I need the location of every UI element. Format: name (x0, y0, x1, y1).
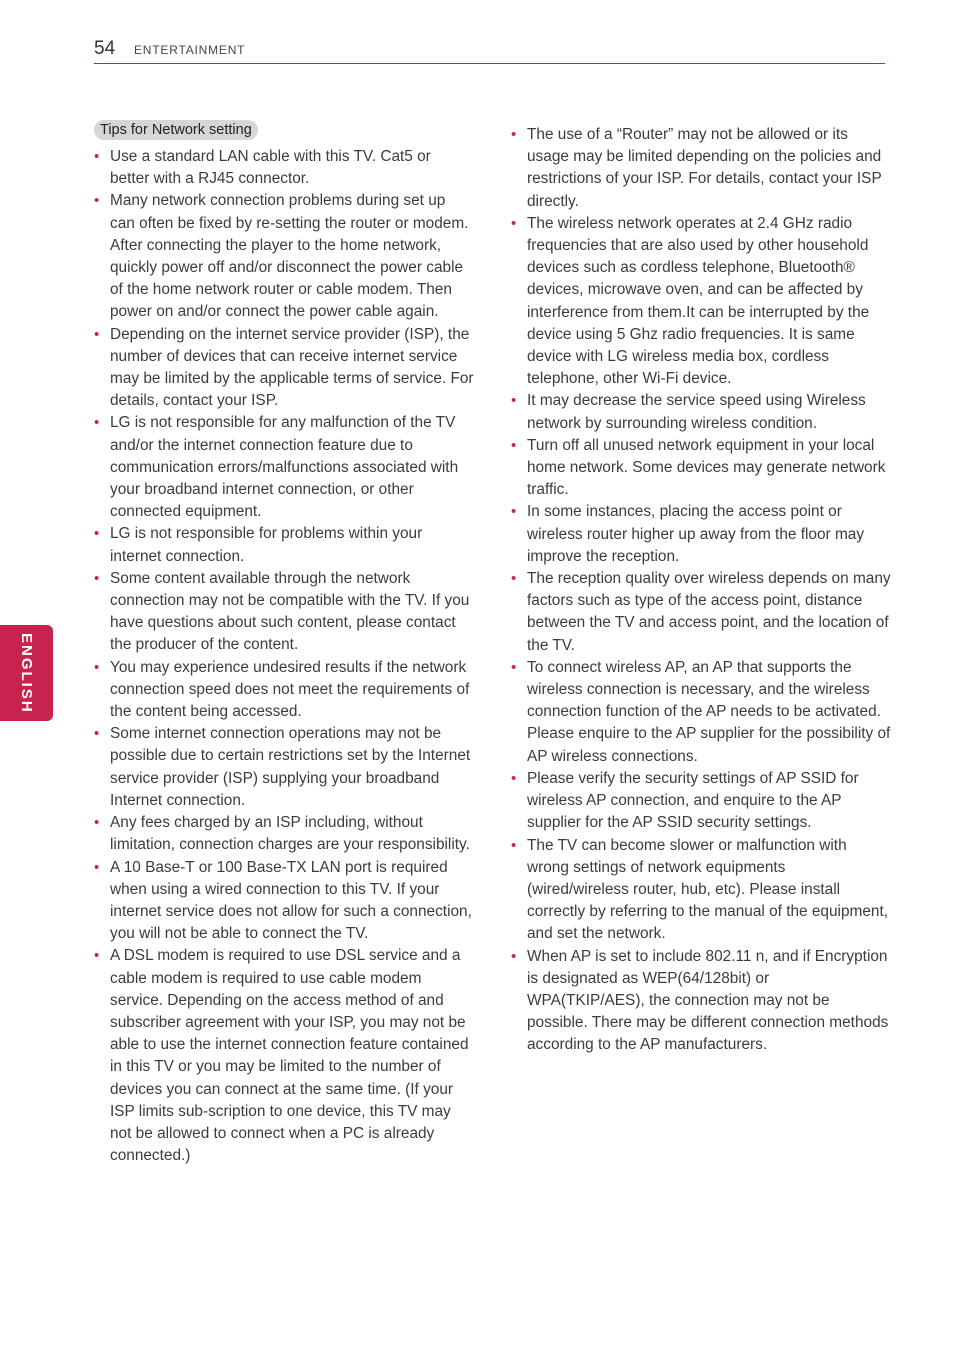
bullet-icon: • (94, 814, 100, 832)
list-item-text: Many network connection problems during set up can often be fixed by re-setting the router or modem. After connecting the player to the home network, quickly power off and/or disconnect the power cable of the home network router or cable modem. Then power on and/or connect the power cable again. (110, 192, 469, 321)
list-item-text: The TV can become slower or malfunction with wrong settings of network equipments (wired/wireless router, hub, etc). Please install correctly by referring to the manual of the equipment, and set the network. (527, 836, 889, 943)
list-item-text: The wireless network operates at 2.4 GHz radio frequencies that are also used by other household devices such as cordless telephone, Bluetooth® devices, microwave oven, and can be affected by interference from them.It can be interrupted by the device using 5 Ghz radio frequencies. It is same device with LG wireless media box, cordless telephone, other Wi-Fi device. (527, 214, 870, 388)
list-item (511, 657, 891, 768)
list-item (511, 435, 891, 502)
list-item (94, 146, 474, 190)
list-item (94, 945, 474, 1167)
bullet-icon: • (511, 769, 517, 787)
list-item-text: Some internet connection operations may not be possible due to certain restrictions set by the Internet service provider (ISP) supplying your broadband Internet connection. (110, 725, 471, 809)
section-name: ENTERTAINMENT (134, 43, 246, 57)
bullet-icon: • (511, 126, 517, 143)
page-header (94, 38, 885, 64)
list-item-text: It may decrease the service speed using Wireless network by surrounding wireless condition. (527, 392, 866, 432)
list-item (94, 190, 474, 323)
list-item (511, 124, 891, 213)
list-item (511, 768, 891, 835)
list-item (511, 568, 891, 657)
list-item-text: Turn off all unused network equipment in your local home network. Some devices may generate network traffic. (527, 436, 886, 499)
list-item (94, 324, 474, 413)
list-item-text: When AP is set to include 802.11 n, and if Encryption is designated as WEP(64/128bit) or WPA(TKIP/AES), the connection may not be possible. There may be different connection methods according to the AP manufacturers. (527, 947, 889, 1054)
list-item-text: Use a standard LAN cable with this TV. Cat5 or better with a RJ45 connector. (110, 148, 431, 188)
list-item (94, 812, 474, 856)
bullet-icon: • (511, 658, 517, 676)
bullet-icon: • (94, 658, 100, 676)
language-tab-label: ENGLISH (18, 632, 35, 714)
list-item-text: To connect wireless AP, an AP that supports the wireless connection is necessary, and the wireless connection function of the AP needs to be activated. Please enquire to the AP supplier for the possibility of AP wireless connections. (527, 658, 891, 765)
bullet-icon: • (94, 325, 100, 343)
list-item (94, 568, 474, 657)
list-item-text: LG is not responsible for any malfunction of the TV and/or the internet connection feature due to communication errors/malfunctions associated with your broadband internet connection, or other connected equipment. (110, 414, 459, 521)
list-item-text: You may experience undesired results if the network connection speed does not meet the requirements of the content being accessed. (110, 658, 470, 721)
list-item (511, 835, 891, 946)
bullet-icon: • (94, 192, 100, 210)
list-item (94, 523, 474, 567)
bullet-icon: • (94, 725, 100, 743)
list-item (94, 657, 474, 724)
list-item (511, 946, 891, 1057)
bullet-icon: • (94, 525, 100, 543)
bullet-icon: • (94, 569, 100, 587)
list-item (511, 390, 891, 434)
bullet-icon: • (94, 414, 100, 432)
bullet-icon: • (511, 947, 517, 965)
section-title: Tips for Network setting (94, 120, 258, 140)
bullet-icon: • (94, 148, 100, 165)
list-item-text: The use of a “Router” may not be allowed or its usage may be limited depending on the policies and restrictions of your ISP. For details, contact your ISP directly. (527, 126, 882, 210)
bullet-icon: • (511, 503, 517, 521)
list-item (511, 501, 891, 568)
list-item-text: Any fees charged by an ISP including, without limitation, connection charges are your responsibility. (110, 814, 470, 854)
list-item (511, 213, 891, 391)
list-item-text: In some instances, placing the access point or wireless router higher up away from the floor may improve the reception. (527, 503, 865, 565)
bullet-icon: • (511, 836, 517, 854)
bullet-icon: • (511, 436, 517, 454)
left-tips-list (94, 146, 474, 1167)
list-item (94, 412, 474, 523)
list-item-text: Please verify the security settings of AP SSID for wireless AP connection, and enquire to the AP supplier for the AP SSID security settings. (527, 769, 859, 832)
page-number: 54 (94, 38, 116, 59)
list-item-text: A 10 Base-T or 100 Base-TX LAN port is required when using a wired connection to this TV. If your internet service does not allow for such a connection, you will not be able to connect the TV. (110, 858, 472, 943)
list-item (94, 857, 474, 946)
list-item (94, 723, 474, 812)
language-tab (0, 625, 53, 721)
list-item-text: Some content available through the network connection may not be compatible with the TV. If you have questions about such content, please contact the producer of the content. (110, 569, 470, 654)
list-item-text: A DSL modem is required to use DSL service and a cable modem is required to use cable modem service. Depending on the access method of and subscriber agreement with your ISP, you may not be able to use the internet connection feature contained in this TV or you may be limited to the number of devices you can connect at the same time. (If your ISP limits sub-scription to one device, this TV may not be allowed to connect when a PC is already connected.) (110, 947, 469, 1165)
left-column (94, 120, 474, 1167)
bullet-icon: • (511, 392, 517, 410)
list-item-text: The reception quality over wireless depends on many factors such as type of the access point, distance between the TV and access point, and the location of the TV. (527, 570, 891, 654)
bullet-icon: • (94, 947, 100, 965)
bullet-icon: • (511, 570, 517, 588)
right-column (511, 124, 891, 1057)
bullet-icon: • (511, 214, 517, 232)
list-item-text: Depending on the internet service provider (ISP), the number of devices that can receive internet service may be limited by the applicable terms of service. For details, contact your ISP. (110, 325, 474, 410)
bullet-icon: • (94, 858, 100, 876)
right-tips-list (511, 124, 891, 1057)
list-item-text: LG is not responsible for problems within your internet connection. (110, 525, 423, 565)
